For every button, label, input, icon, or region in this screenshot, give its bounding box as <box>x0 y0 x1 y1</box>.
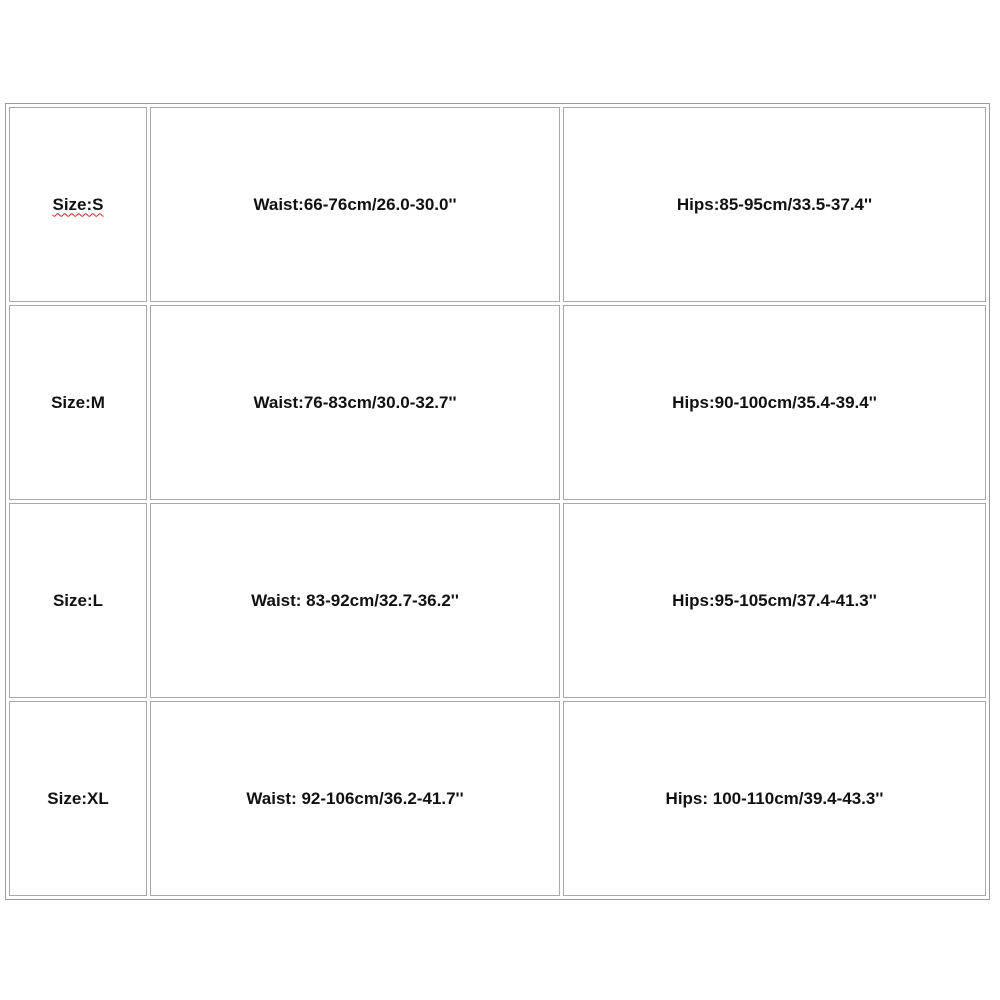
hips-value: Hips: 100-110cm/39.4-43.3'' <box>665 788 884 808</box>
size-cell <box>9 701 147 896</box>
waist-value: Waist:66-76cm/26.0-30.0'' <box>253 194 457 214</box>
hips-value: Hips:85-95cm/33.5-37.4'' <box>676 194 873 214</box>
waist-value: Waist:76-83cm/30.0-32.7'' <box>253 392 457 412</box>
size-label: Size:S <box>52 194 104 214</box>
size-cell <box>9 305 147 500</box>
hips-value: Hips:95-105cm/37.4-41.3'' <box>672 590 877 610</box>
table-row <box>9 107 986 302</box>
size-cell <box>9 107 147 302</box>
waist-value: Waist: 83-92cm/32.7-36.2'' <box>251 590 459 610</box>
hips-cell <box>563 503 986 698</box>
waist-cell <box>150 701 560 896</box>
hips-cell <box>563 107 986 302</box>
table-row <box>9 503 986 698</box>
table-row <box>9 701 986 896</box>
waist-cell <box>150 107 560 302</box>
hips-value: Hips:90-100cm/35.4-39.4'' <box>672 392 877 412</box>
size-chart-table <box>5 103 990 900</box>
waist-value: Waist: 92-106cm/36.2-41.7'' <box>246 788 464 808</box>
hips-cell <box>563 305 986 500</box>
size-label: Size:L <box>52 590 104 610</box>
waist-cell <box>150 503 560 698</box>
size-label: Size:XL <box>47 788 109 808</box>
table-row <box>9 305 986 500</box>
hips-cell <box>563 701 986 896</box>
size-cell <box>9 503 147 698</box>
waist-cell <box>150 305 560 500</box>
size-label: Size:M <box>51 392 105 412</box>
